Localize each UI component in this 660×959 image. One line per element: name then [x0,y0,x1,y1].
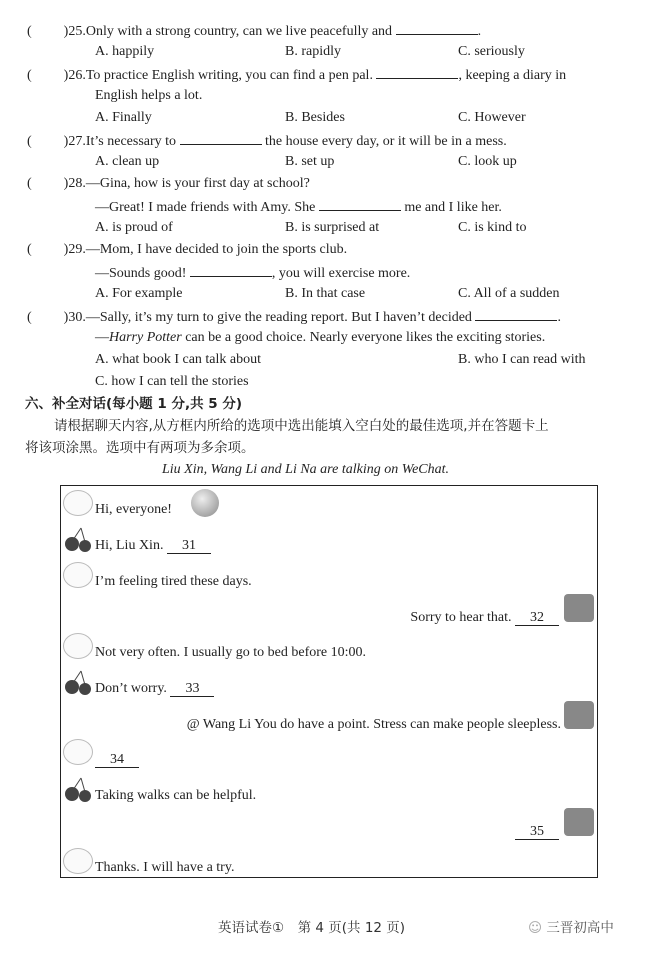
question-29: ( )29.—Mom, I have decided to join the sports club. [27,242,348,257]
chat-message: Hi, everyone! [95,502,172,517]
option-a: A. clean up [95,154,160,169]
li-na-avatar-icon [63,776,93,804]
question-28: ( )28.—Gina, how is your first day at school? [27,176,310,191]
answer-blank [180,131,262,145]
blank-31: 31 [167,538,211,554]
option-c: C. seriously [458,44,525,59]
liu-xin-avatar-icon [63,848,93,874]
option-b: B. who I can read with [458,352,586,367]
wang-li-avatar-icon [564,701,594,729]
chat-message: Thanks. I will have a try. [95,860,235,875]
option-a: A. what book I can talk about [95,352,262,367]
wang-li-avatar-icon [564,594,594,622]
question-text: —Great! I made friends with Amy. She me and I like her. [95,197,502,217]
wang-li-avatar-icon [564,808,594,836]
blank-35: 35 [515,824,559,840]
option-a: A. Finally [95,110,152,125]
li-na-avatar-icon [63,669,93,697]
liu-xin-avatar-icon [63,633,93,659]
option-b: B. In that case [285,286,366,301]
section-title: 六、补全对话(每小题 1 分,共 5 分) [25,396,243,412]
option-b: B. set up [285,154,335,169]
question-text: —Sounds good! , you will exercise more. [95,263,410,283]
option-b: B. is surprised at [285,220,380,235]
li-na-avatar-icon [63,526,93,554]
blank-32: 32 [515,610,559,626]
blank-34: 34 [95,752,139,768]
answer-blank [396,21,478,35]
option-c: C. All of a sudden [458,286,560,301]
wechat-icon: ☺ [528,920,543,936]
chat-message: Sorry to hear that. 32 [410,609,559,627]
chat-message: @ Wang Li You do have a point. Stress can make people sleepless. [186,717,561,732]
dialogue-intro: Liu Xin, Wang Li and Li Na are talking on WeChat. [162,462,450,477]
option-a: A. is proud of [95,220,173,235]
watermark: ☺ 三晋初高中 [528,920,614,936]
section-instructions: 请根据聊天内容,从方框内所给的选项中选出能填入空白处的最佳选项,并在答题卡上 [54,418,549,434]
option-a: A. For example [95,286,183,301]
option-c: C. how I can tell the stories [95,374,249,389]
option-c: C. look up [458,154,517,169]
option-c: C. However [458,110,526,125]
chat-message: I’m feeling tired these days. [95,574,252,589]
answer-blank [190,263,272,277]
answer-blank [376,65,458,79]
question-27: ( )27.It’s necessary to the house every day, or it will be in a mess. [27,131,507,151]
liu-xin-avatar-icon [63,739,93,765]
section-instructions: 将该项涂黑。选项中有两项为多余项。 [25,440,255,456]
option-b: B. Besides [285,110,345,125]
liu-xin-avatar-icon [63,490,93,516]
chat-message [515,823,559,841]
question-text: English helps a lot. [95,88,203,103]
option-c: C. is kind to [458,220,527,235]
question-26: ( )26.To practice English writing, you can find a pen pal. , keeping a diary in [27,65,566,85]
question-25: ( )25.Only with a strong country, can we live peacefully and . [27,21,481,41]
chat-message: Hi, Liu Xin. 31 [95,537,211,555]
smile-emoji-icon [191,489,219,517]
blank-33: 33 [170,681,214,697]
question-text: —Harry Potter can be a good choice. Nearly everyone likes the exciting stories. [95,330,546,345]
answer-blank [475,307,557,321]
page-footer: 英语试卷① 第 4 页(共 12 页) [218,920,406,936]
chat-message: Not very often. I usually go to bed before 10:00. [95,645,366,660]
chat-message: Taking walks can be helpful. [95,788,257,803]
answer-blank [319,197,401,211]
chat-message [95,751,139,769]
option-a: A. happily [95,44,155,59]
option-b: B. rapidly [285,44,341,59]
liu-xin-avatar-icon [63,562,93,588]
question-30: ( )30.—Sally, it’s my turn to give the reading report. But I haven’t decided . [27,307,561,327]
chat-message: Don’t worry. 33 [95,680,214,698]
chat-box [60,485,598,878]
